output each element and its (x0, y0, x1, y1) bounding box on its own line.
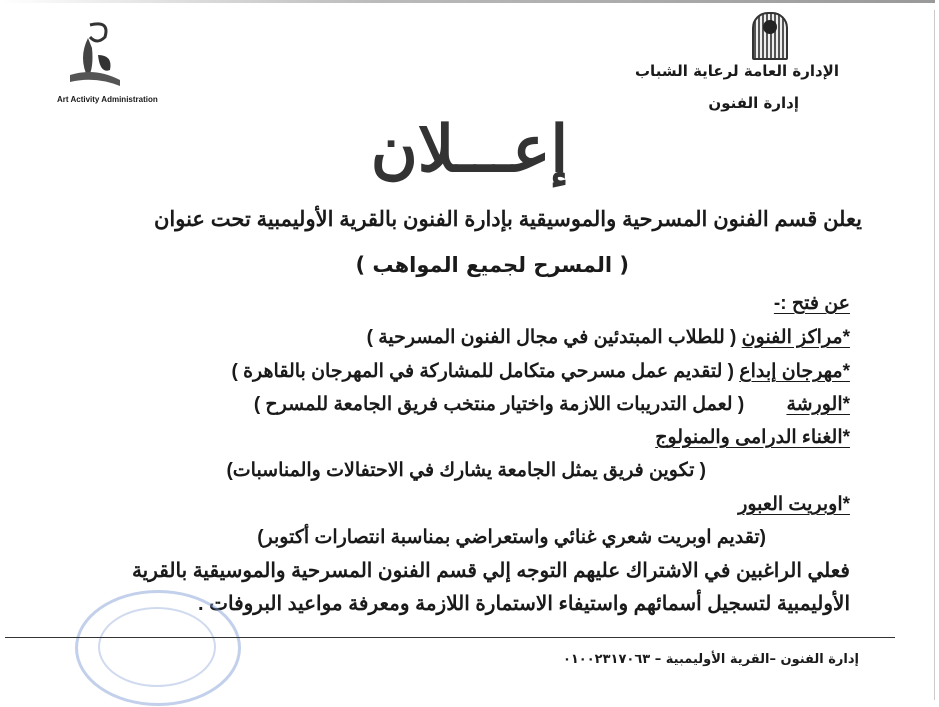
divider (5, 637, 895, 638)
art-activity-logo-icon (60, 20, 130, 92)
intro-text: يعلن قسم الفنون المسرحية والموسيقية بإدارة الفنون بالقرية الأوليمبية تحت عنوان (153, 208, 862, 231)
page-edge (0, 0, 935, 3)
list-item (367, 326, 850, 349)
open-heading-text: عن فتح :- (773, 293, 850, 314)
item-name: *الغناء الدرامى والمنولوج (655, 427, 850, 448)
item-desc: ( لتقديم عمل مسرحي متكامل للمشاركة في المهرجان بالقاهرة ) (231, 361, 740, 382)
subtitle: ( المسرح لجميع المواهب ) (355, 253, 629, 277)
open-heading (774, 292, 850, 315)
org-line-2: إدارة الفنون (708, 94, 799, 112)
list-item (655, 426, 850, 449)
item-desc: ( تكوين فريق يمثل الجامعة يشارك في الاحتفالات والمناسبات) (226, 460, 706, 481)
page-title: إعـــلان (370, 112, 569, 187)
item-name: *مراكز الفنون (741, 327, 850, 348)
item-name: *اوبريت العبور (738, 494, 850, 515)
item-desc: ( للطلاب المبتدئين في مجال الفنون المسرحية ) (366, 327, 742, 348)
item-desc: ( لعمل التدريبات اللازمة واختيار منتخب فريق الجامعة للمسرح ) (253, 394, 787, 415)
item-desc: (تقديم اوبريت شعري غنائي واستعراضي بمناسبة انتصارات أكتوبر) (257, 527, 766, 548)
list-item (231, 360, 850, 383)
item-name: *الورشة (786, 394, 850, 415)
closing-line-1: فعلي الراغبين في الاشتراك عليهم التوجه إلي قسم الفنون المسرحية والموسيقية بالقرية (131, 560, 850, 582)
logo-caption: Art Activity Administration (57, 95, 158, 104)
stamp-icon (75, 590, 241, 706)
university-crest-icon (752, 12, 788, 60)
org-line-1: الإدارة العامة لرعاية الشباب (634, 62, 839, 80)
list-item (254, 393, 850, 416)
footer-contact: إدارة الفنون –القرية الأوليمبية – ٠١٠٠٢٣١٧٠٦٣ (562, 652, 859, 667)
closing-line-2: الأوليمبية لتسجيل أسمائهم واستيفاء الاستمارة اللازمة ومعرفة مواعيد البروفات . (198, 593, 850, 615)
list-item (738, 493, 850, 516)
item-name: *مهرجان إبداع (739, 361, 850, 382)
